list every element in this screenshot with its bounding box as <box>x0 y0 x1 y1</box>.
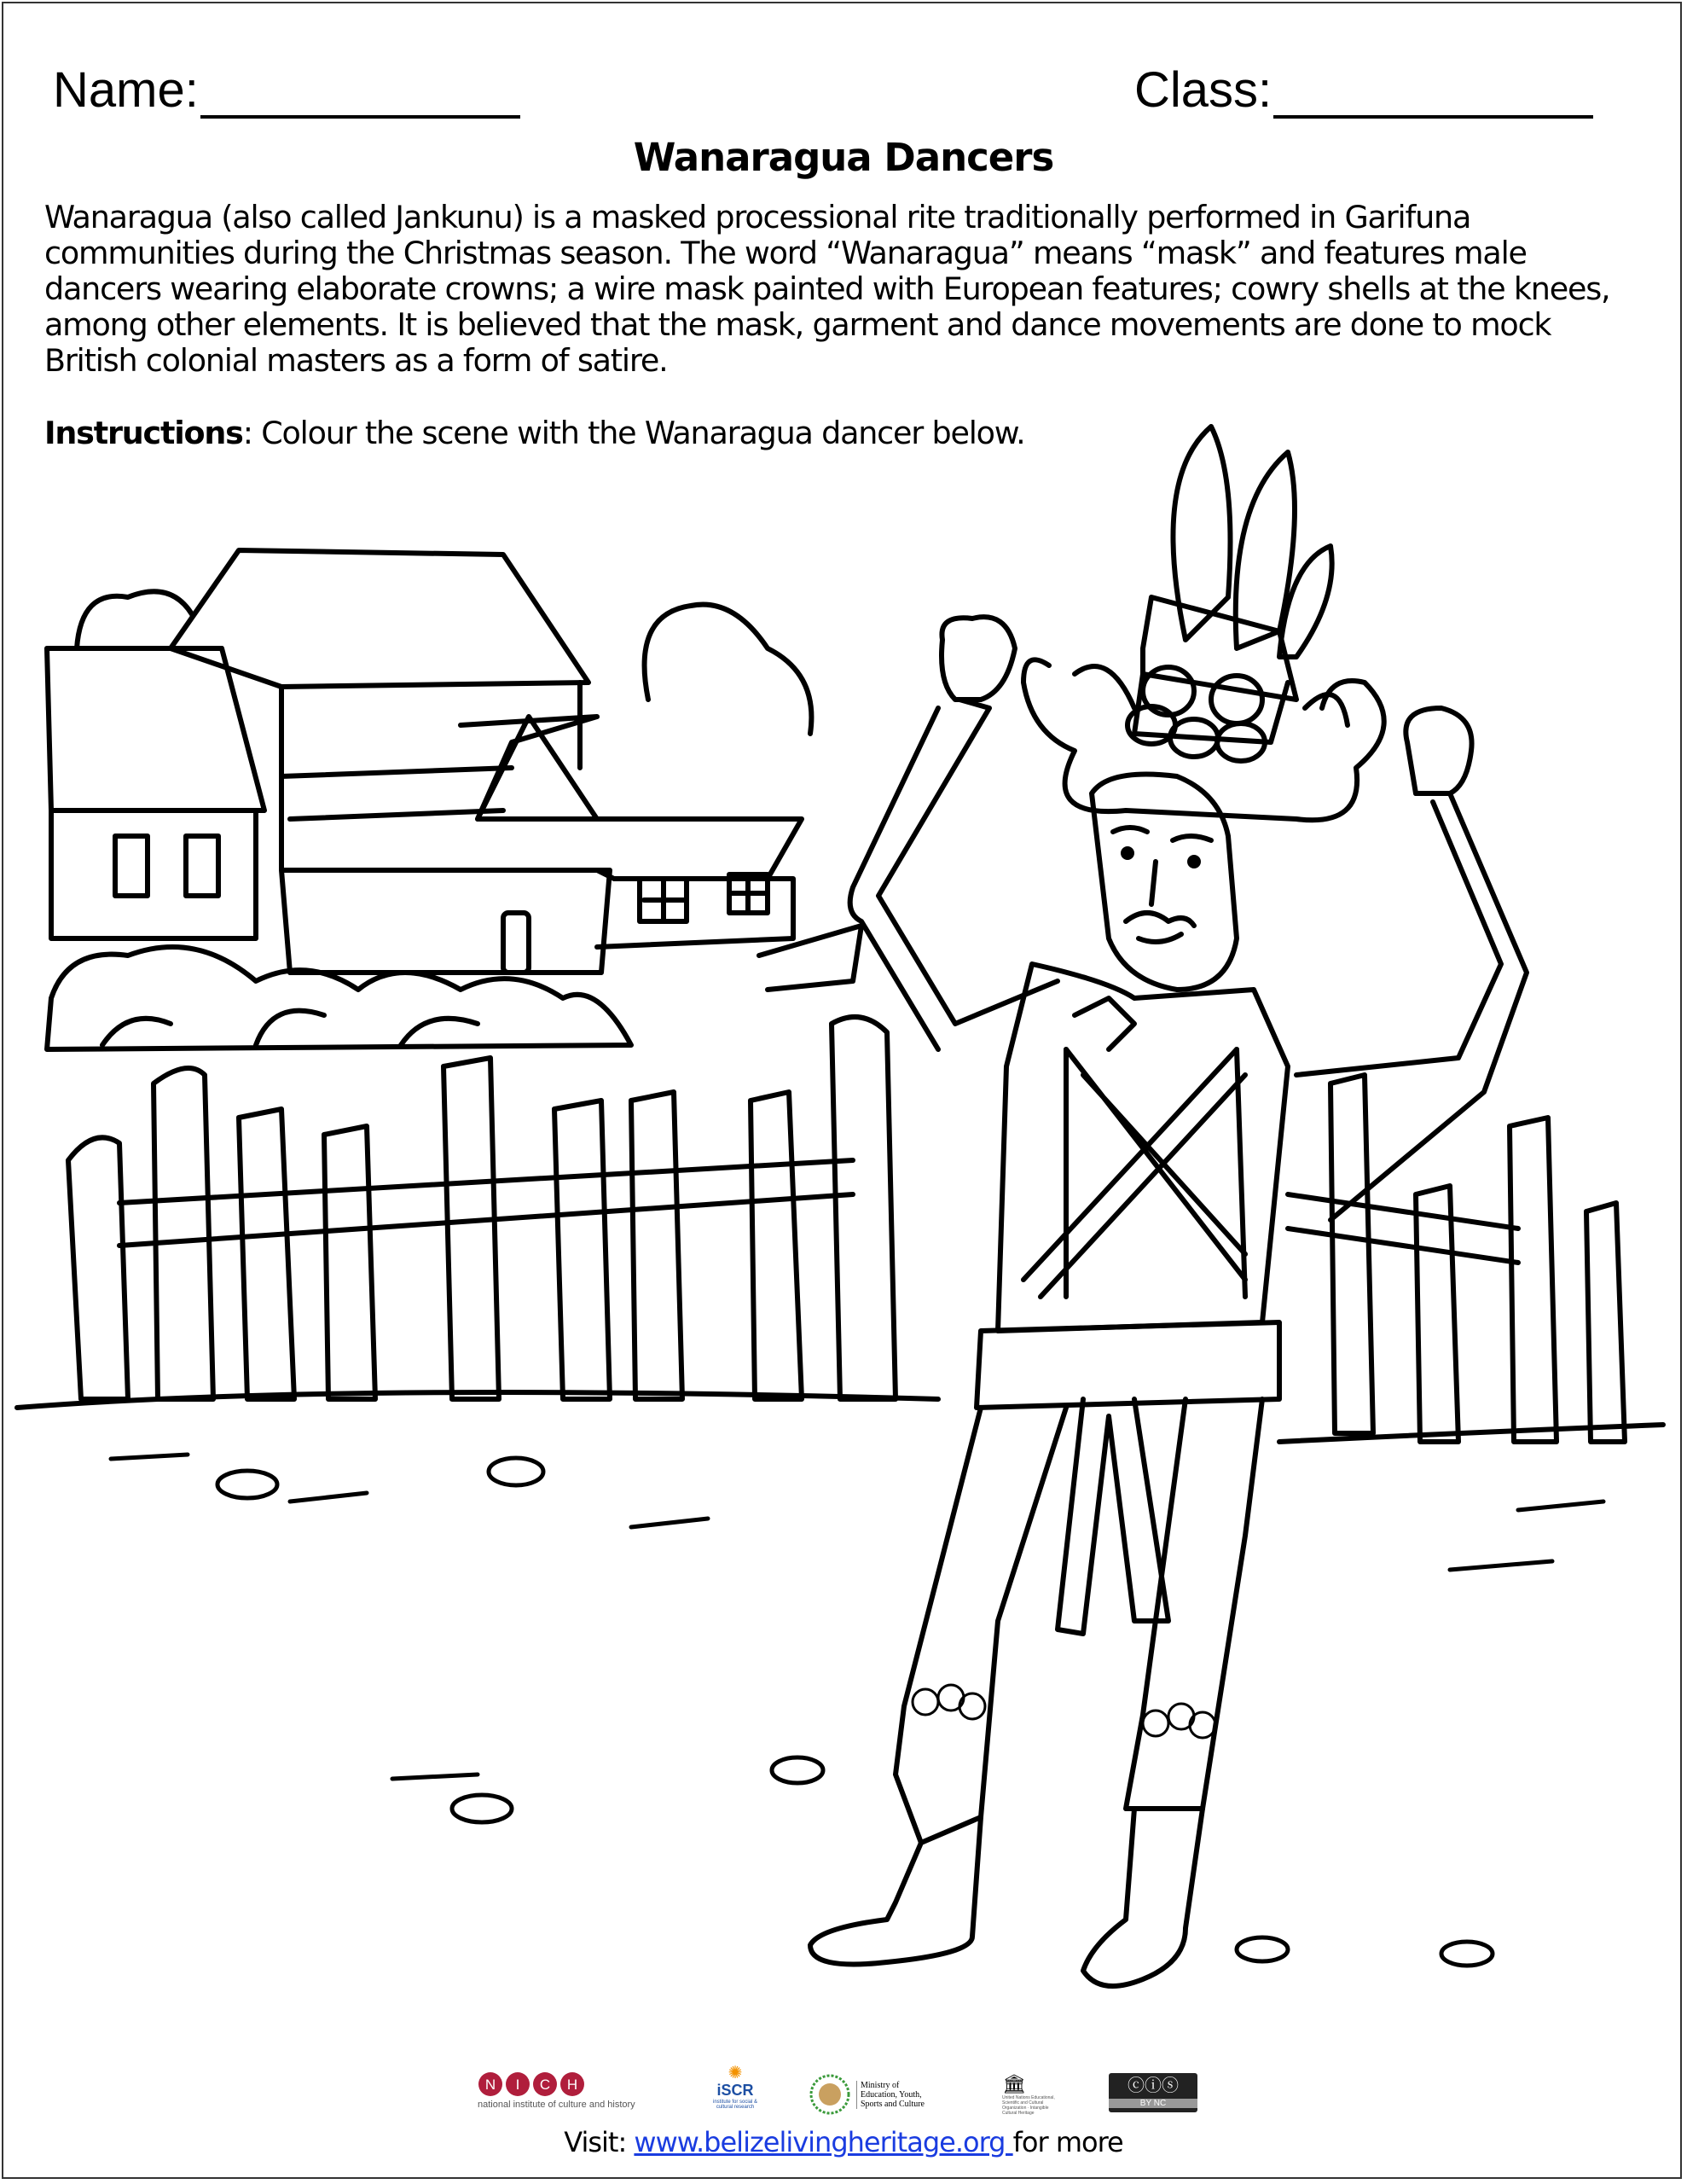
cowry-shells-icon <box>913 1685 1215 1738</box>
svg-text:N: N <box>484 2077 496 2093</box>
nich-logo <box>478 2071 635 2110</box>
name-label: Name: <box>53 62 199 118</box>
nich-circles-icon <box>478 2071 588 2097</box>
description: Wanaragua (also called Jankunu) is a masked processional rite traditionally performed in Garifuna communities during the Christmas season. The word “Wanaragua” means “mask” and features male dancers wearing elaborate crowns; a wire mask painted with European features; cowry shells at the knees, among other elements. It is believed that the mask, garment and dance movements are done to mock British colonial masters as a form of satire. <box>44 199 1610 379</box>
footer-logos <box>0 2065 1687 2116</box>
website-link[interactable]: www.belizelivingheritage.org <box>634 2126 1013 2158</box>
class-label: Class: <box>1134 62 1272 118</box>
unesco-text: United Nations Educational, Scientific and Cultural Organization · Intangible Cultural Heritage <box>1002 2095 1055 2116</box>
ground-tufts <box>111 1455 1603 1966</box>
ministry-logo <box>809 2073 937 2116</box>
houses <box>47 550 861 990</box>
unesco-logo <box>1002 2073 1062 2116</box>
cc-license: BY NC <box>1109 2099 1197 2108</box>
svg-text:I: I <box>515 2077 520 2093</box>
svg-text:H: H <box>566 2077 578 2093</box>
unesco-temple-icon: 🏛 <box>1002 2073 1026 2094</box>
ministry-name: Ministry of Education, Youth, Sports and Culture <box>856 2081 937 2109</box>
svg-text:C: C <box>539 2077 551 2093</box>
instructions-label: Instructions <box>44 415 243 451</box>
iscr-logo <box>710 2065 761 2110</box>
cc-icon: ⓒⓘⓢ <box>1128 2077 1179 2095</box>
fence <box>17 1017 1663 1442</box>
iscr-name: iSCR <box>716 2082 754 2099</box>
visit-prefix: Visit: <box>564 2126 635 2158</box>
iscr-subtitle: institute for social & cultural research <box>712 2100 758 2110</box>
creative-commons-badge[interactable] <box>1109 2073 1197 2112</box>
rocks <box>47 947 631 1049</box>
instructions-text: : Colour the scene with the Wanaragua dancer below. <box>242 415 1025 451</box>
wanaragua-dancer <box>810 427 1527 1986</box>
belize-coat-of-arms-icon <box>809 2073 851 2116</box>
page-title: Wanaragua Dancers <box>633 135 1054 180</box>
visit-suffix: for more <box>1012 2126 1123 2158</box>
sun-rays-icon: ✺ <box>728 2064 743 2082</box>
nich-subtitle: national institute of culture and history <box>478 2100 635 2110</box>
visit-line <box>0 2126 1687 2158</box>
